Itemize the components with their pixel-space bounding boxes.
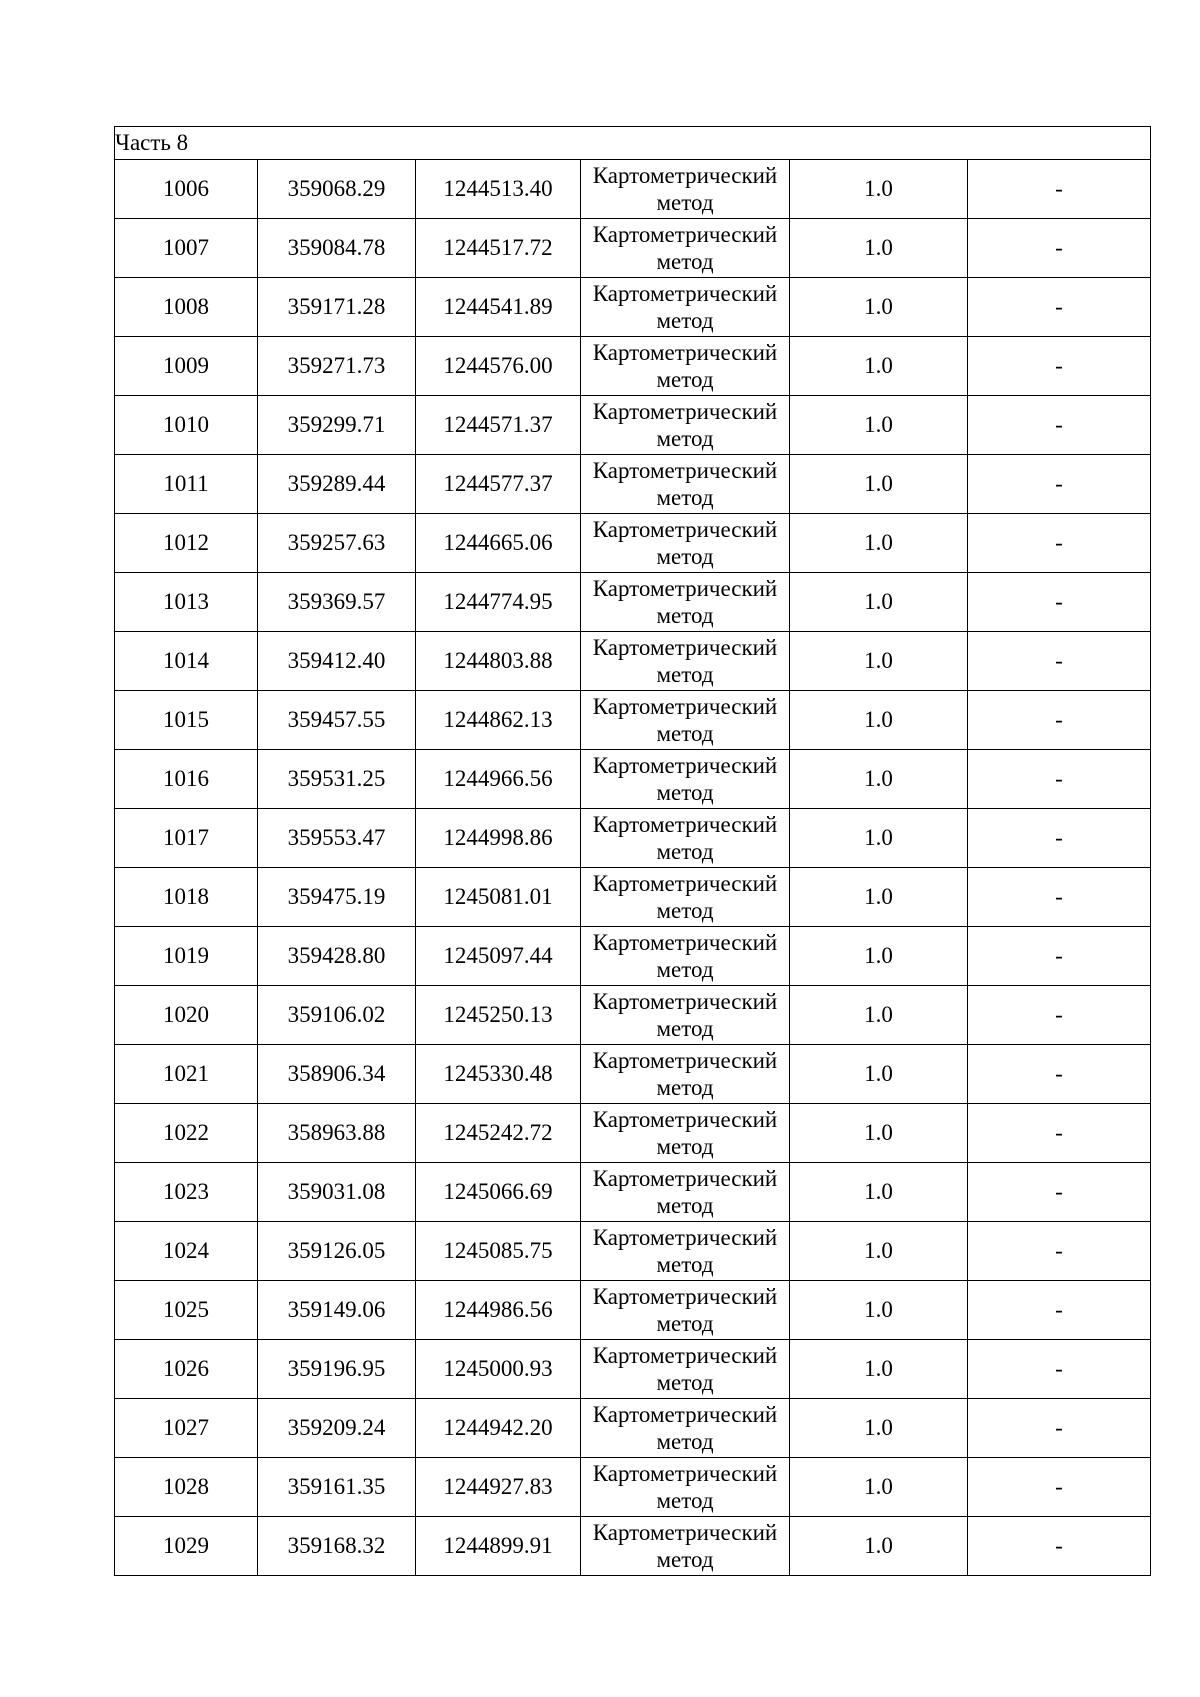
y-coordinate-cell: 1244541.89	[416, 278, 581, 337]
note-cell: -	[968, 160, 1151, 219]
method-line-2: метод	[656, 721, 714, 746]
note-cell: -	[968, 514, 1151, 573]
method-line-1: Картометрический	[592, 1284, 778, 1309]
y-coordinate-cell: 1244966.56	[416, 750, 581, 809]
point-id-cell: 1029	[115, 1517, 258, 1576]
point-id-cell: 1027	[115, 1399, 258, 1458]
x-coordinate-cell: 359168.32	[258, 1517, 416, 1576]
note-cell: -	[968, 1399, 1151, 1458]
point-id-cell: 1009	[115, 337, 258, 396]
point-id-cell: 1010	[115, 396, 258, 455]
table-row	[115, 219, 1151, 278]
x-coordinate-cell: 359531.25	[258, 750, 416, 809]
accuracy-cell: 1.0	[790, 573, 968, 632]
accuracy-cell: 1.0	[790, 691, 968, 750]
accuracy-cell: 1.0	[790, 514, 968, 573]
method-line-1: Картометрический	[592, 576, 778, 601]
x-coordinate-cell: 359031.08	[258, 1163, 416, 1222]
method-line-1: Картометрический	[592, 399, 778, 424]
note-cell: -	[968, 1458, 1151, 1517]
method-cell	[581, 1517, 790, 1576]
accuracy-cell: 1.0	[790, 337, 968, 396]
table-row	[115, 691, 1151, 750]
method-cell	[581, 396, 790, 455]
x-coordinate-cell: 359196.95	[258, 1340, 416, 1399]
method-line-1: Картометрический	[592, 458, 778, 483]
accuracy-cell: 1.0	[790, 809, 968, 868]
accuracy-cell: 1.0	[790, 1340, 968, 1399]
method-line-1: Картометрический	[592, 694, 778, 719]
table-row	[115, 1222, 1151, 1281]
point-id-cell: 1014	[115, 632, 258, 691]
accuracy-cell: 1.0	[790, 278, 968, 337]
method-cell	[581, 632, 790, 691]
x-coordinate-cell: 358963.88	[258, 1104, 416, 1163]
method-line-2: метод	[656, 1075, 714, 1100]
method-line-2: метод	[656, 1547, 714, 1572]
x-coordinate-cell: 358906.34	[258, 1045, 416, 1104]
table-row	[115, 1045, 1151, 1104]
method-cell	[581, 514, 790, 573]
method-line-1: Картометрический	[592, 281, 778, 306]
method-line-1: Картометрический	[592, 1461, 778, 1486]
accuracy-cell: 1.0	[790, 1104, 968, 1163]
method-line-2: метод	[656, 308, 714, 333]
note-cell: -	[968, 455, 1151, 514]
method-line-2: метод	[656, 603, 714, 628]
y-coordinate-cell: 1244986.56	[416, 1281, 581, 1340]
x-coordinate-cell: 359299.71	[258, 396, 416, 455]
y-coordinate-cell: 1244517.72	[416, 219, 581, 278]
table-row	[115, 1517, 1151, 1576]
method-line-2: метод	[656, 544, 714, 569]
x-coordinate-cell: 359553.47	[258, 809, 416, 868]
point-id-cell: 1024	[115, 1222, 258, 1281]
y-coordinate-cell: 1244665.06	[416, 514, 581, 573]
method-cell	[581, 219, 790, 278]
method-line-2: метод	[656, 1311, 714, 1336]
note-cell: -	[968, 396, 1151, 455]
x-coordinate-cell: 359068.29	[258, 160, 416, 219]
y-coordinate-cell: 1244998.86	[416, 809, 581, 868]
coordinates-table	[114, 126, 1151, 1576]
y-coordinate-cell: 1244577.37	[416, 455, 581, 514]
accuracy-cell: 1.0	[790, 986, 968, 1045]
y-coordinate-cell: 1244899.91	[416, 1517, 581, 1576]
x-coordinate-cell: 359126.05	[258, 1222, 416, 1281]
note-cell: -	[968, 691, 1151, 750]
accuracy-cell: 1.0	[790, 1517, 968, 1576]
y-coordinate-cell: 1244774.95	[416, 573, 581, 632]
accuracy-cell: 1.0	[790, 396, 968, 455]
point-id-cell: 1023	[115, 1163, 258, 1222]
method-line-1: Картометрический	[592, 989, 778, 1014]
note-cell: -	[968, 219, 1151, 278]
x-coordinate-cell: 359289.44	[258, 455, 416, 514]
table-row	[115, 1340, 1151, 1399]
table-row	[115, 986, 1151, 1045]
point-id-cell: 1006	[115, 160, 258, 219]
method-line-2: метод	[656, 780, 714, 805]
method-cell	[581, 160, 790, 219]
point-id-cell: 1028	[115, 1458, 258, 1517]
accuracy-cell: 1.0	[790, 219, 968, 278]
point-id-cell: 1012	[115, 514, 258, 573]
note-cell: -	[968, 868, 1151, 927]
method-line-2: метод	[656, 426, 714, 451]
method-cell	[581, 986, 790, 1045]
y-coordinate-cell: 1245066.69	[416, 1163, 581, 1222]
table-row	[115, 278, 1151, 337]
accuracy-cell: 1.0	[790, 1045, 968, 1104]
method-line-1: Картометрический	[592, 930, 778, 955]
method-line-2: метод	[656, 367, 714, 392]
note-cell: -	[968, 1517, 1151, 1576]
x-coordinate-cell: 359106.02	[258, 986, 416, 1045]
table-body	[115, 127, 1151, 1576]
note-cell: -	[968, 632, 1151, 691]
point-id-cell: 1008	[115, 278, 258, 337]
table-row	[115, 1399, 1151, 1458]
method-line-2: метод	[656, 1016, 714, 1041]
y-coordinate-cell: 1245242.72	[416, 1104, 581, 1163]
method-line-2: метод	[656, 1252, 714, 1277]
point-id-cell: 1007	[115, 219, 258, 278]
point-id-cell: 1015	[115, 691, 258, 750]
method-line-1: Картометрический	[592, 635, 778, 660]
point-id-cell: 1022	[115, 1104, 258, 1163]
method-line-1: Картометрический	[592, 871, 778, 896]
accuracy-cell: 1.0	[790, 160, 968, 219]
note-cell: -	[968, 278, 1151, 337]
x-coordinate-cell: 359209.24	[258, 1399, 416, 1458]
x-coordinate-cell: 359271.73	[258, 337, 416, 396]
method-line-2: метод	[656, 1193, 714, 1218]
note-cell: -	[968, 337, 1151, 396]
method-line-2: метод	[656, 839, 714, 864]
method-line-2: метод	[656, 249, 714, 274]
method-line-2: метод	[656, 1488, 714, 1513]
method-line-1: Картометрический	[592, 340, 778, 365]
method-cell	[581, 1045, 790, 1104]
table-row	[115, 1281, 1151, 1340]
method-cell	[581, 691, 790, 750]
part-title: Часть 8	[115, 127, 1151, 160]
method-line-2: метод	[656, 957, 714, 982]
x-coordinate-cell: 359428.80	[258, 927, 416, 986]
note-cell: -	[968, 1340, 1151, 1399]
x-coordinate-cell: 359171.28	[258, 278, 416, 337]
y-coordinate-cell: 1244862.13	[416, 691, 581, 750]
note-cell: -	[968, 750, 1151, 809]
x-coordinate-cell: 359149.06	[258, 1281, 416, 1340]
method-cell	[581, 1399, 790, 1458]
point-id-cell: 1025	[115, 1281, 258, 1340]
method-cell	[581, 455, 790, 514]
y-coordinate-cell: 1245250.13	[416, 986, 581, 1045]
method-line-1: Картометрический	[592, 163, 778, 188]
table-row	[115, 573, 1151, 632]
method-line-2: метод	[656, 1429, 714, 1454]
point-id-cell: 1017	[115, 809, 258, 868]
method-cell	[581, 927, 790, 986]
method-cell	[581, 809, 790, 868]
method-line-1: Картометрический	[592, 1166, 778, 1191]
note-cell: -	[968, 1281, 1151, 1340]
y-coordinate-cell: 1245000.93	[416, 1340, 581, 1399]
x-coordinate-cell: 359369.57	[258, 573, 416, 632]
accuracy-cell: 1.0	[790, 632, 968, 691]
method-line-2: метод	[656, 1370, 714, 1395]
point-id-cell: 1019	[115, 927, 258, 986]
y-coordinate-cell: 1244576.00	[416, 337, 581, 396]
x-coordinate-cell: 359475.19	[258, 868, 416, 927]
table-row	[115, 1458, 1151, 1517]
method-line-1: Картометрический	[592, 812, 778, 837]
method-cell	[581, 278, 790, 337]
method-line-1: Картометрический	[592, 1520, 778, 1545]
method-line-1: Картометрический	[592, 1402, 778, 1427]
method-line-1: Картометрический	[592, 222, 778, 247]
y-coordinate-cell: 1244927.83	[416, 1458, 581, 1517]
y-coordinate-cell: 1244803.88	[416, 632, 581, 691]
y-coordinate-cell: 1244942.20	[416, 1399, 581, 1458]
point-id-cell: 1020	[115, 986, 258, 1045]
table-row	[115, 1163, 1151, 1222]
method-line-1: Картометрический	[592, 1107, 778, 1132]
table-row	[115, 337, 1151, 396]
y-coordinate-cell: 1244571.37	[416, 396, 581, 455]
table-row	[115, 927, 1151, 986]
point-id-cell: 1011	[115, 455, 258, 514]
table-row	[115, 1104, 1151, 1163]
method-cell	[581, 1458, 790, 1517]
method-line-1: Картометрический	[592, 1225, 778, 1250]
point-id-cell: 1013	[115, 573, 258, 632]
accuracy-cell: 1.0	[790, 927, 968, 986]
method-cell	[581, 337, 790, 396]
table-row	[115, 868, 1151, 927]
method-line-1: Картометрический	[592, 1048, 778, 1073]
table-row	[115, 396, 1151, 455]
note-cell: -	[968, 927, 1151, 986]
note-cell: -	[968, 1104, 1151, 1163]
x-coordinate-cell: 359412.40	[258, 632, 416, 691]
method-cell	[581, 1222, 790, 1281]
method-line-2: метод	[656, 662, 714, 687]
part-header-row	[115, 127, 1151, 160]
accuracy-cell: 1.0	[790, 1163, 968, 1222]
method-cell	[581, 1340, 790, 1399]
note-cell: -	[968, 986, 1151, 1045]
note-cell: -	[968, 809, 1151, 868]
y-coordinate-cell: 1245330.48	[416, 1045, 581, 1104]
accuracy-cell: 1.0	[790, 1222, 968, 1281]
method-line-2: метод	[656, 898, 714, 923]
method-line-1: Картометрический	[592, 517, 778, 542]
accuracy-cell: 1.0	[790, 1399, 968, 1458]
x-coordinate-cell: 359161.35	[258, 1458, 416, 1517]
x-coordinate-cell: 359084.78	[258, 219, 416, 278]
y-coordinate-cell: 1245085.75	[416, 1222, 581, 1281]
table-row	[115, 632, 1151, 691]
point-id-cell: 1018	[115, 868, 258, 927]
method-line-2: метод	[656, 1134, 714, 1159]
table-row	[115, 514, 1151, 573]
table-row	[115, 750, 1151, 809]
x-coordinate-cell: 359457.55	[258, 691, 416, 750]
table-row	[115, 160, 1151, 219]
table-row	[115, 455, 1151, 514]
method-line-1: Картометрический	[592, 1343, 778, 1368]
y-coordinate-cell: 1244513.40	[416, 160, 581, 219]
accuracy-cell: 1.0	[790, 1458, 968, 1517]
point-id-cell: 1021	[115, 1045, 258, 1104]
note-cell: -	[968, 1045, 1151, 1104]
point-id-cell: 1016	[115, 750, 258, 809]
method-cell	[581, 1104, 790, 1163]
note-cell: -	[968, 1222, 1151, 1281]
method-line-1: Картометрический	[592, 753, 778, 778]
accuracy-cell: 1.0	[790, 868, 968, 927]
accuracy-cell: 1.0	[790, 750, 968, 809]
method-cell	[581, 868, 790, 927]
x-coordinate-cell: 359257.63	[258, 514, 416, 573]
table-row	[115, 809, 1151, 868]
accuracy-cell: 1.0	[790, 455, 968, 514]
y-coordinate-cell: 1245097.44	[416, 927, 581, 986]
y-coordinate-cell: 1245081.01	[416, 868, 581, 927]
method-line-2: метод	[656, 190, 714, 215]
method-cell	[581, 1281, 790, 1340]
point-id-cell: 1026	[115, 1340, 258, 1399]
note-cell: -	[968, 573, 1151, 632]
method-cell	[581, 750, 790, 809]
note-cell: -	[968, 1163, 1151, 1222]
method-line-2: метод	[656, 485, 714, 510]
method-cell	[581, 573, 790, 632]
method-cell	[581, 1163, 790, 1222]
accuracy-cell: 1.0	[790, 1281, 968, 1340]
